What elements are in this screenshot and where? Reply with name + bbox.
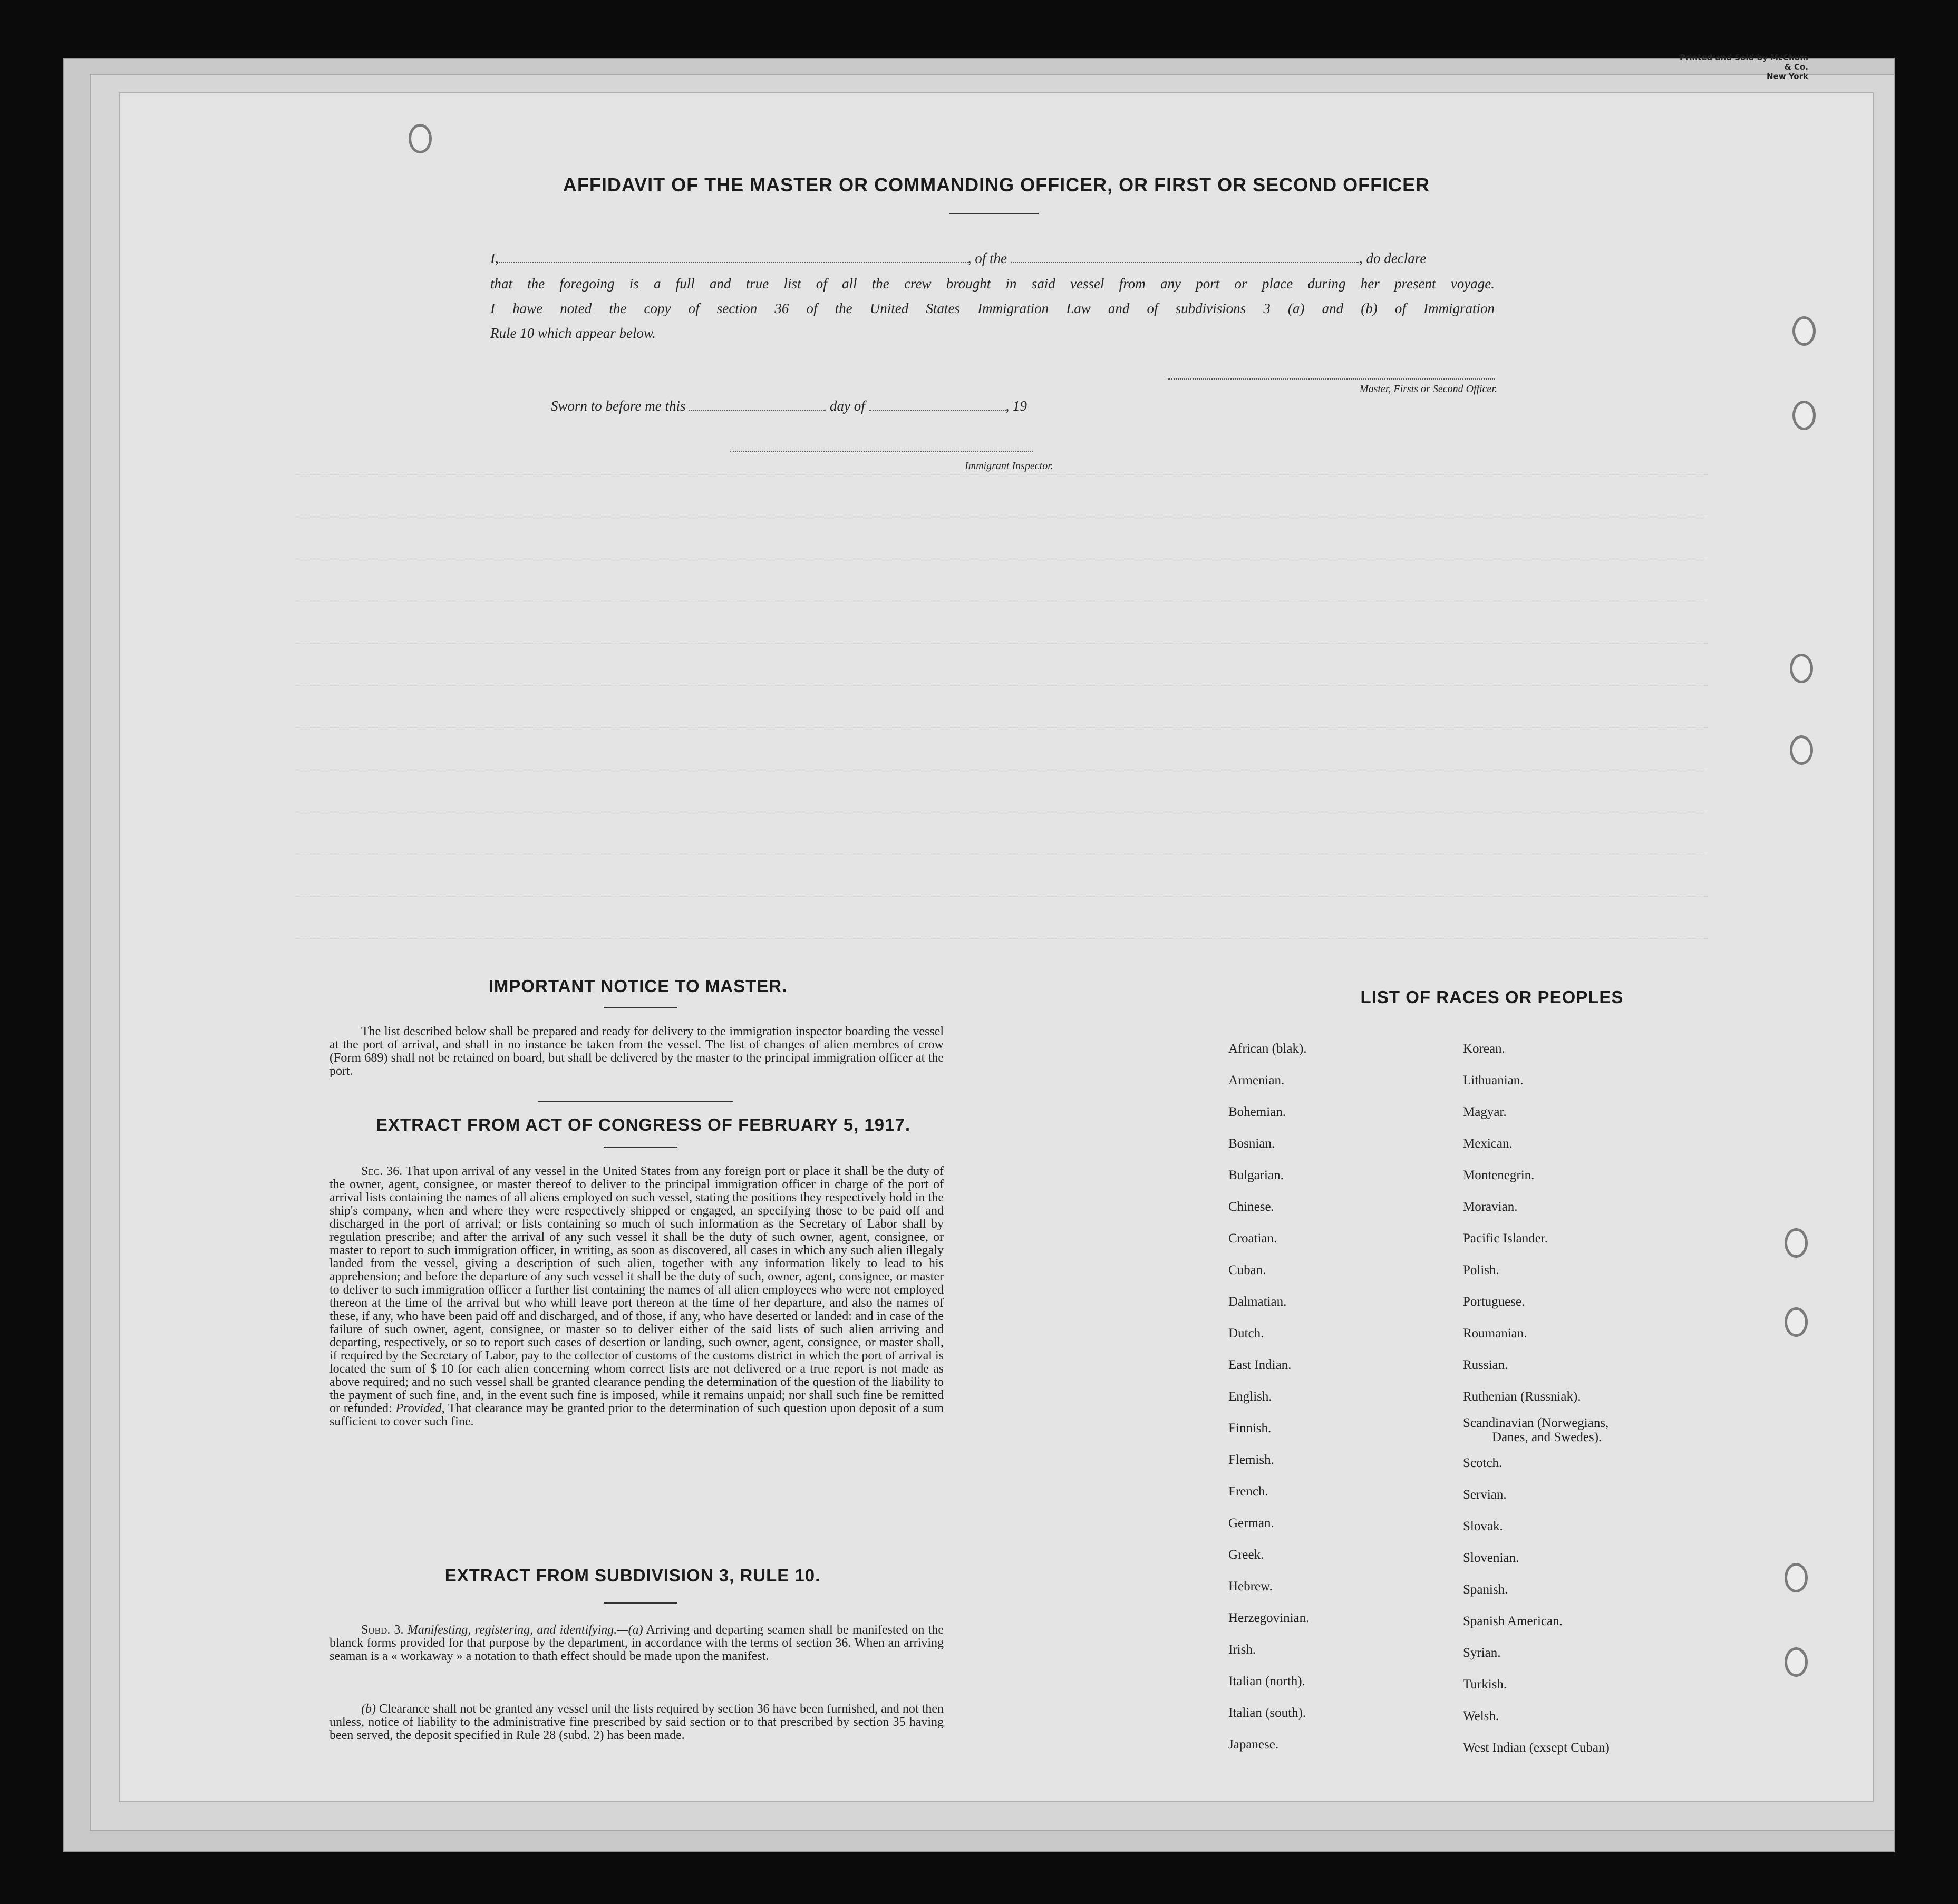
- rule10-subd-title: Manifesting, registering, and identifying.—(a): [407, 1623, 643, 1637]
- bleed-through-row: [295, 796, 1708, 812]
- bleed-through-row: [295, 669, 1708, 686]
- race-item: West Indian (exsept Cuban): [1463, 1741, 1610, 1755]
- act-heading-rule: [604, 1147, 677, 1148]
- binder-hole-icon: [1785, 1228, 1808, 1258]
- race-item: Spanish American.: [1463, 1614, 1563, 1628]
- declaration-line-3: I hawe noted the copy of section 36 of the United States Immigration Law and of subdivisions 3 (a) and (b) of Immigration: [490, 300, 1495, 316]
- race-item: Armenian.: [1228, 1073, 1285, 1087]
- race-item: Bulgarian.: [1228, 1168, 1284, 1182]
- race-item: Roumanian.: [1463, 1326, 1527, 1340]
- binder-hole-icon: [1785, 1307, 1808, 1337]
- printer-imprint: Printed and Sold by McChum & Co. New York: [1679, 53, 1808, 81]
- races-left-column: [1228, 1033, 1429, 1761]
- race-item: Scotch.: [1463, 1456, 1503, 1470]
- notice-rule: [538, 1101, 733, 1102]
- sworn-month-blank[interactable]: [869, 404, 1006, 411]
- race-item: English.: [1228, 1390, 1272, 1404]
- do-declare-label: , do declare: [1359, 250, 1427, 266]
- race-item: Italian (north).: [1228, 1674, 1305, 1688]
- race-item: Italian (south).: [1228, 1706, 1306, 1720]
- race-item: Russian.: [1463, 1358, 1508, 1372]
- race-item: Croatian.: [1228, 1231, 1277, 1246]
- bleed-through-row: [295, 585, 1708, 601]
- binder-hole-icon: [1790, 654, 1813, 683]
- rule10-body-b: Clearance shall not be granted any vessel unil the lists required by section 36 have been furnished, and not then unless, notice of liability to the administrative fine prescribed by said section or to that prescribed by section 35 having been served, the deposit specified in Rule 28 (subd. 2) has been made.: [329, 1702, 944, 1742]
- binder-hole-icon: [1790, 735, 1813, 765]
- bleed-through-row: [295, 501, 1708, 517]
- inspector-label: Immigrant Inspector.: [965, 460, 1053, 472]
- day-of-label: day of: [830, 398, 865, 414]
- race-item: Servian.: [1463, 1488, 1507, 1502]
- bleed-through-row: [295, 712, 1708, 728]
- act-body-end: That clearance may be granted prior to the determination of such question upon deposit of a sum sufficient to cover such fine.: [329, 1402, 944, 1429]
- notice-heading-rule: [604, 1007, 677, 1008]
- race-item: Flemish.: [1228, 1453, 1274, 1467]
- race-item-line: Scandinavian (Norwegians,: [1463, 1416, 1609, 1430]
- race-item: Mexican.: [1463, 1136, 1513, 1151]
- race-item: Magyar.: [1463, 1105, 1507, 1119]
- notice-heading: IMPORTANT NOTICE TO MASTER.: [488, 976, 788, 996]
- rule10-heading: EXTRACT FROM SUBDIVISION 3, RULE 10.: [444, 1566, 821, 1585]
- declaration-line-4: Rule 10 which appear below.: [490, 325, 656, 341]
- sworn-day-blank[interactable]: [689, 404, 826, 411]
- race-item: Dalmatian.: [1228, 1295, 1287, 1309]
- act-body: That upon arrival of any vessel in the United States from any foreign port or place it shall be the duty of the owner, agent, consignee, or master thereof to deliver to the principal immigration officer in charge of the port of arrival lists containing the names of all aliens employed on such vessel, stating the positions they respectively hold in the ship's company, when and where they were respectively shipped or engaged, an specifying those to be paid off and discharged in the port of arrival; or lists containing so much of such information as the Secretary of Labor shall by regulation prescribe; and after the arrival of any such vessel it shall be the duty of such owner, agent, consignee, or master to report to such immigration officer, in writing, as soon as discovered, all cases in which any such alien illegaly landed from the vessel, giving a description of such alien, together with any information likely to lead to his apprehension; and before the departure of any such vessel it shall be the duty of such, owner, agent, consignee, or master to deliver to such immigration officer a further list containing the names of all alien employees who were not employed thereon at the time of the arrival but who whill leave port thereon at the time of her departure, and also the names of these, if any, who have been paid off and discharged, and of those, if any, who have deserted or landed: and in case of the failure of such owner, agent, consignee, or master so to deliver either of the said lists of such alien arriving and departing, respectively, or so to report such cases of desertion or landing, such owner, agent, consignee, or master shall, if required by the Secretary of Labor, pay to the collector of customs of the customs district in which the port of arrival is located the sum of $ 10 for each alien concerning whom correct lists are not delivered or a true report is not made as above required; and no such vessel shall be granted clearance pending the determination of the question of the liability to the payment of such fine, and, in the event such fine is imposed, while it remains unpaid; nor shall such fine be remitted or refunded:: [329, 1164, 944, 1415]
- year-label: , 19: [1005, 398, 1027, 414]
- bleed-through-row: [295, 880, 1708, 897]
- race-item: Chinese.: [1228, 1200, 1274, 1214]
- race-item: Slovak.: [1463, 1519, 1503, 1533]
- race-item: Bosnian.: [1228, 1136, 1275, 1151]
- race-item: Finnish.: [1228, 1421, 1272, 1435]
- binder-hole-icon: [1785, 1563, 1808, 1592]
- race-item: Dutch.: [1228, 1326, 1264, 1340]
- race-item: Irish.: [1228, 1643, 1256, 1657]
- race-item: Ruthenian (Russniak).: [1463, 1390, 1581, 1404]
- race-item-continuation: Danes, and Swedes).: [1492, 1430, 1602, 1444]
- binder-hole-icon: [1792, 401, 1816, 430]
- rule10-heading-rule: [604, 1602, 677, 1604]
- binder-hole-icon: [1792, 316, 1816, 346]
- rule10-b-label: (b): [361, 1702, 376, 1716]
- inspector-signature-line[interactable]: [730, 451, 1033, 452]
- race-item: French.: [1228, 1484, 1268, 1499]
- sworn-line: [551, 398, 1027, 414]
- race-item: Japanese.: [1228, 1737, 1279, 1752]
- race-item: Moravian.: [1463, 1200, 1518, 1214]
- rule10-body-a: Arriving and departing seamen shall be manifested on the blanck forms provided for that purpose by the department, in accordance with the terms of section 36. When an arriving seaman is a « workaway » a notation to thath effect should be made upon the manifest.: [329, 1623, 944, 1663]
- race-item: Hebrew.: [1228, 1579, 1273, 1594]
- race-item: Welsh.: [1463, 1709, 1499, 1723]
- declaration-line-1: [490, 250, 1495, 266]
- name-blank[interactable]: [499, 257, 968, 263]
- race-item: German.: [1228, 1516, 1274, 1530]
- sworn-label: Sworn to before me this: [551, 398, 686, 414]
- vessel-blank[interactable]: [1011, 257, 1359, 263]
- rule10-text-b: [329, 1703, 944, 1742]
- race-item: Cuban.: [1228, 1263, 1266, 1277]
- race-item: Lithuanian.: [1463, 1073, 1524, 1087]
- bleed-through-row: [295, 922, 1708, 939]
- act-text: [329, 1165, 944, 1429]
- title-underline: [949, 213, 1039, 214]
- act-provided: Provided,: [395, 1402, 445, 1415]
- affidavit-title: AFFIDAVIT OF THE MASTER OR COMMANDING OFFICER, OR FIRST OR SECOND OFFICER: [563, 174, 1430, 196]
- bleed-through-row: [295, 627, 1708, 644]
- master-signature-line[interactable]: [1168, 378, 1495, 380]
- act-sec-label: Sec. 36.: [361, 1164, 403, 1178]
- race-item: Montenegrin.: [1463, 1168, 1535, 1182]
- race-item: Syrian.: [1463, 1646, 1501, 1660]
- race-item: Korean.: [1463, 1042, 1505, 1056]
- bleed-through-row: [295, 754, 1708, 770]
- races-heading: LIST OF RACES OR PEOPLES: [1360, 987, 1624, 1007]
- race-item: Turkish.: [1463, 1677, 1507, 1692]
- notice-text: The list described below shall be prepared and ready for delivery to the immigration inspector boarding the vessel at the port of arrival, and shall in no instance be taken from the vessel. The list of changes of alien membres of crow (Form 689) shall not be retained on board, but shall be delivered by the master to the principal immigration officer at the port.: [329, 1025, 944, 1078]
- races-right-column: [1463, 1033, 1684, 1764]
- master-signature-label: Master, Firsts or Second Officer.: [1359, 383, 1497, 395]
- declaration-line-2: that the foregoing is a full and true list of all the crew brought in said vessel from any port or place during her present voyage.: [490, 276, 1495, 292]
- race-item: Polish.: [1463, 1263, 1499, 1277]
- race-item: Pacific Islander.: [1463, 1231, 1548, 1246]
- act-heading: EXTRACT FROM ACT OF CONGRESS OF FEBRUARY 5, 1917.: [375, 1115, 911, 1134]
- race-item: Slovenian.: [1463, 1551, 1519, 1565]
- race-item: African (blak).: [1228, 1042, 1307, 1056]
- race-item: [1463, 1413, 1684, 1448]
- of-the-label: , of the: [967, 250, 1007, 266]
- race-item: Bohemian.: [1228, 1105, 1286, 1119]
- binder-hole-icon: [1785, 1647, 1808, 1677]
- binder-hole-icon: [409, 124, 432, 153]
- race-item: Portuguese.: [1463, 1295, 1525, 1309]
- i-label: I,: [490, 250, 499, 266]
- race-item: Spanish.: [1463, 1582, 1508, 1597]
- bleed-through-row: [295, 838, 1708, 854]
- race-item: East Indian.: [1228, 1358, 1292, 1372]
- race-item: Greek.: [1228, 1548, 1264, 1562]
- rule10-text-a: [329, 1624, 944, 1663]
- rule10-subd-label: Subd. 3.: [361, 1623, 404, 1637]
- race-item: Herzegovinian.: [1228, 1611, 1310, 1625]
- bleed-through-row: [295, 543, 1708, 559]
